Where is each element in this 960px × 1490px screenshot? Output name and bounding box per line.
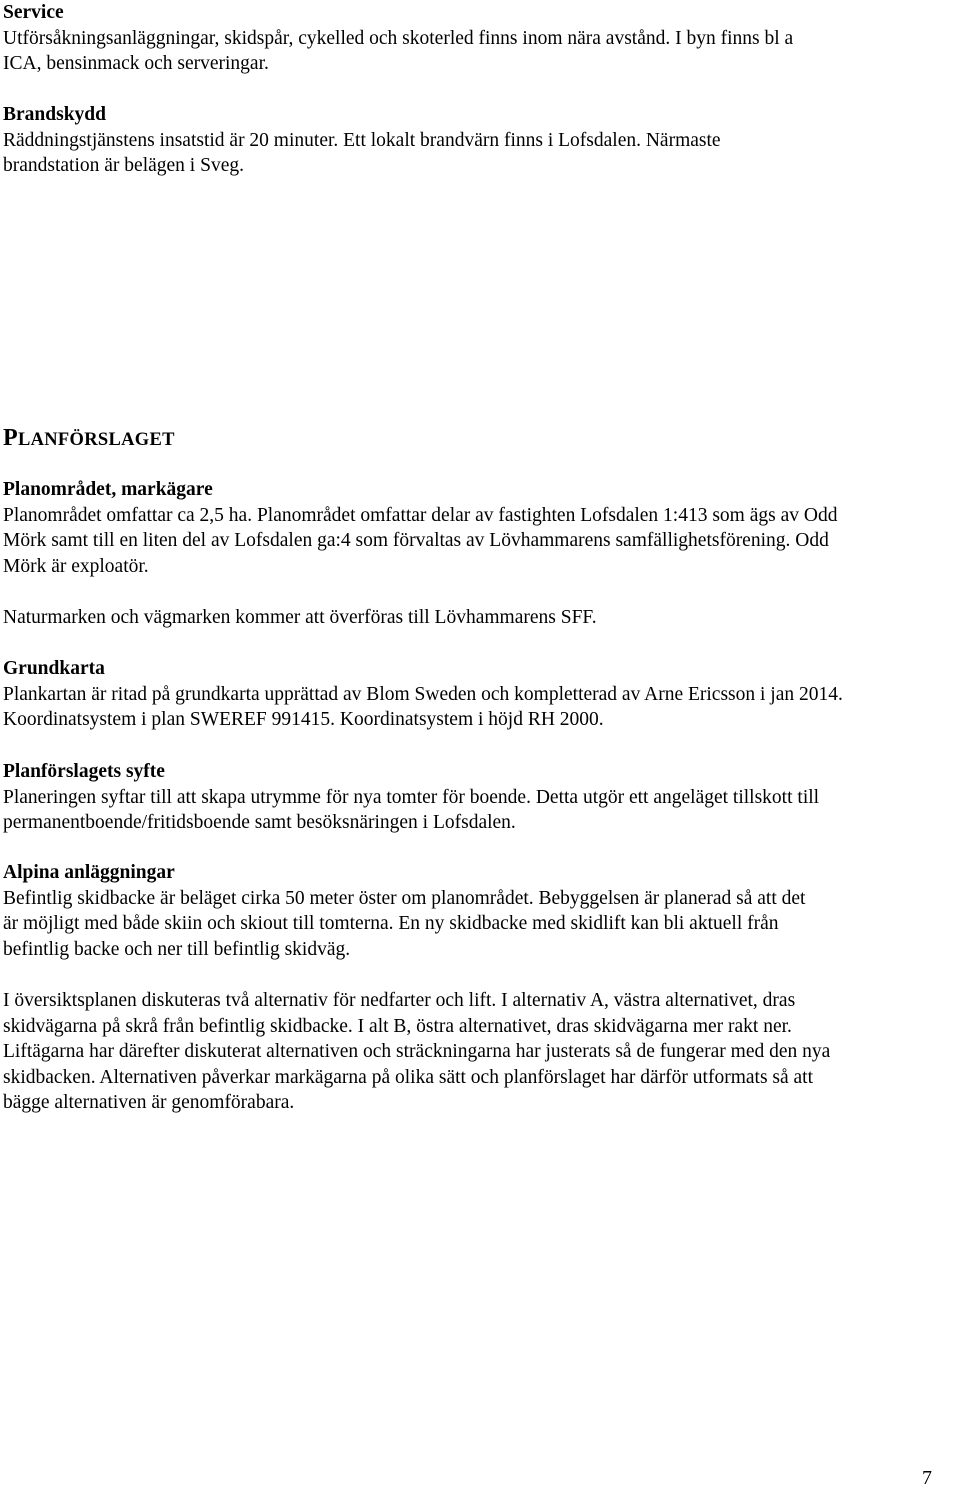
- oversiktsplan-line-4: skidbacken. Alternativen påverkar markägarna på olika sätt och planförslaget har därför utformats så att: [3, 1066, 814, 1088]
- service-line-1: Utförsåkningsanläggningar, skidspår, cykelled och skoterled finns inom nära avstånd. I byn finns bl a: [3, 27, 794, 49]
- oversiktsplan-line-3: Liftägarna har därefter diskuterat alternativen och sträckningarna har justerats så de fungerar med den nya: [3, 1041, 831, 1063]
- section-title-planforslaget: [3, 424, 175, 454]
- alpina-line-1: Befintlig skidbacke är beläget cirka 50 meter öster om planområdet. Bebyggelsen är planerad så att det: [3, 887, 806, 909]
- syfte-line-1: Planeringen syftar till att skapa utrymme för nya tomter för boende. Detta utgör ett angeläget tillskott till: [3, 786, 820, 808]
- brandskydd-line-1: Räddningstjänstens insatstid är 20 minuter. Ett lokalt brandvärn finns i Lofsdalen. Närmaste: [3, 129, 721, 151]
- planomradet-line-1: Planområdet omfattar ca 2,5 ha. Planområdet omfattar delar av fastighten Lofsdalen 1:413 som ägs av Odd: [3, 504, 838, 526]
- section-brandskydd: [3, 102, 957, 179]
- planomradet-line-3: Mörk är exploatör.: [3, 555, 149, 577]
- oversiktsplan-line-1: I översiktsplanen diskuteras två alternativ för nedfarter och lift. I alternativ A, västra alternativet, dras: [3, 990, 796, 1011]
- grundkarta-line-1: Plankartan är ritad på grundkarta upprättad av Blom Sweden och kompletterad av Arne Ericsson i jan 2014.: [3, 683, 843, 705]
- oversiktsplan-line-5: bägge alternativen är genomförabara.: [3, 1092, 295, 1114]
- brandskydd-line-2: brandstation är belägen i Sveg.: [3, 155, 244, 177]
- section-oversiktsplan: [3, 988, 957, 1116]
- naturmarken-line-1: Naturmarken och vägmarken kommer att överföras till Lövhammarens SFF.: [3, 607, 597, 628]
- heading-brandskydd: Brandskydd: [3, 104, 106, 125]
- heading-grundkarta: Grundkarta: [3, 658, 105, 679]
- section-planomradet: [3, 477, 957, 579]
- section-service: [3, 0, 957, 77]
- planomradet-line-2: Mörk samt till en liten del av Lofsdalen ga:4 som förvaltas av Lövhammarens samfällighetsförening. Odd: [3, 530, 829, 552]
- section-syfte: [3, 759, 957, 836]
- heading-syfte: Planförslagets syfte: [3, 761, 165, 782]
- title-rest: LANFÖRSLAGET: [17, 430, 175, 450]
- page-number: 7: [922, 1467, 932, 1489]
- alpina-line-2: är möjligt med både skiin och skiout till tomterna. En ny skidbacke med skidlift kan bli aktuell från: [3, 913, 779, 935]
- syfte-line-2: permanentboende/fritidsboende samt besöksnäringen i Lofsdalen.: [3, 812, 516, 834]
- heading-service: Service: [3, 2, 64, 23]
- title-initial: P: [3, 425, 18, 451]
- section-alpina: [3, 860, 957, 962]
- alpina-line-3: befintlig backe och ner till befintlig skidväg.: [3, 938, 351, 960]
- section-naturmarken: [3, 605, 957, 631]
- section-grundkarta: [3, 656, 957, 733]
- oversiktsplan-line-2: skidvägarna på skrå från befintlig skidbacke. I alt B, östra alternativet, dras skidvägarna mer rakt ner.: [3, 1015, 792, 1037]
- heading-planomradet: Planområdet, markägare: [3, 479, 213, 500]
- grundkarta-line-2: Koordinatsystem i plan SWEREF 991415. Koordinatsystem i höjd RH 2000.: [3, 709, 604, 731]
- heading-alpina: Alpina anläggningar: [3, 862, 175, 883]
- service-line-2: ICA, bensinmack och serveringar.: [3, 53, 269, 75]
